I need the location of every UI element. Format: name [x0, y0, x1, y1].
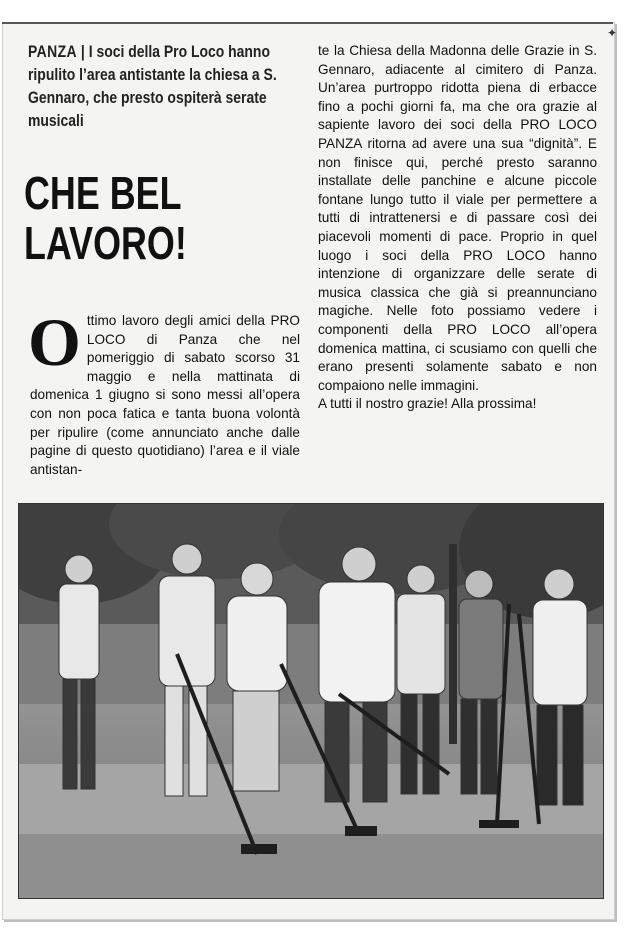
headline-line-2: LAVORO!	[24, 217, 187, 269]
article-text-left: ttimo lavoro degli amici della PRO LOCO di Panza che nel pomeriggio di sabato scorso 31 maggio e nella mattinata di domenica 1 giugno si sono messi all’opera con non poca fatica e tanta buona volontà per ripulire (come annunciato anche dalle pagine di questo quotidiano) l’area e il viale antistan-	[30, 313, 300, 477]
article-column-right	[318, 42, 597, 414]
subhead-separator: |	[80, 42, 85, 61]
location-label: PANZA	[28, 42, 78, 61]
article-column-left	[28, 304, 300, 479]
article-closing: A tutti il nostro grazie! Alla prossima!	[318, 396, 537, 412]
group-photo	[18, 503, 604, 899]
subheadline	[28, 40, 299, 132]
article-text-right: te la Chiesa della Madonna delle Grazie in S. Gennaro, adiacente al cimitero di Panza. Un’area purtroppo ridotta piena di erbacce fino a pochi giorni fa, ma che ora grazie al sapiente lavoro dei soci della PRO LOCO PANZA ritorna ad avere una sua “dignità”. E non finisce qui, perché presto saranno installate delle panchine e alcune piccole fontane lungo tutto il viale per permettere a tutti di intrattenersi e di passare così dei piacevoli momenti di pace. Proprio in quel luogo i soci della PRO LOCO hanno intenzione di organizzare delle serate di musica classica che già si preannunciano magiche. Nelle foto possiamo vedere i componenti della PRO LOCO all’opera domenica mattina, ci scusiamo con quelli che erano presenti solamente sabato e non compaiono nelle immagini.	[318, 43, 597, 393]
corner-mark-icon: ✦	[606, 26, 617, 40]
top-rule	[2, 22, 613, 24]
subhead-text: I soci della Pro Loco hanno ripulito l’area antistante la chiesa a S. Gennaro, che presto ospiterà serate musicali	[28, 42, 277, 130]
drop-cap: O	[28, 304, 81, 380]
photo-illustration	[19, 504, 603, 898]
headline-line-1: CHE BEL	[24, 167, 182, 219]
headline	[24, 168, 305, 268]
